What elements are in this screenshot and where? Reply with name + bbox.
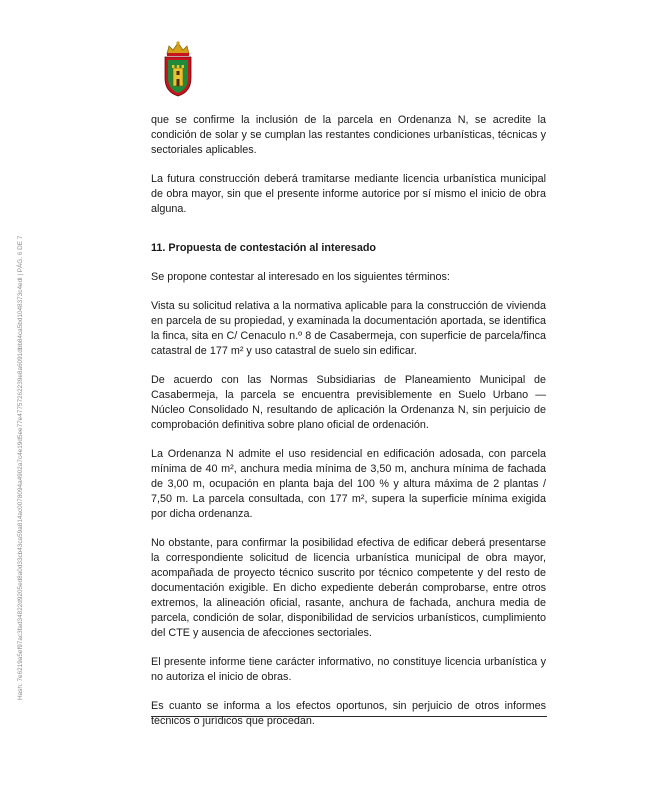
paragraph-informative-nature: El presente informe tiene carácter informativo, no constituye licencia urbanística y no autoriza el inicio de obras.	[151, 656, 546, 683]
paragraph-intro-response: Se propone contestar al interesado en los siguientes términos:	[151, 271, 450, 283]
paragraph-parcel-identification: Vista su solicitud relativa a la normativa aplicable para la construcción de vivienda en parcela de su propiedad, y examinada la documentación aportada, se identifica la finca, sita en C/ Cenaculo n.º 8 de Casabermeja, con superficie de parcela/finca catastral de 177 m² y uso catastral de suelo sin edificar.	[151, 300, 546, 357]
paragraph-license-procedure: No obstante, para confirmar la posibilidad efectiva de edificar deberá presentarse la correspondiente solicitud de licencia urbanística municipal de obra mayor, acompañada de proyecto técnico suscrito por técnico competente y del resto de documentación exigible. En dicho expediente deberán comprobarse, entre otros extremos, la alineación oficial, rasante, anchura de fachada, anchura media de parcela, condición de solar, disponibilidad de servicios urbanísticos, cumplimiento del CTE y ausencia de afecciones sectoriales.	[151, 537, 546, 639]
paragraph-inclusion-conditions: que se confirme la inclusión de la parcela en Ordenanza N, se acredite la condición de solar y se cumplan las restantes condiciones urbanísticas, técnicas y sectoriales aplicables.	[151, 114, 546, 156]
paragraph-closing: Es cuanto se informa a los efectos oportunos, sin perjuicio de otros informes técnicos o jurídicos que procedan.	[151, 700, 546, 727]
section-title: 11. Propuesta de contestación al interesado	[151, 242, 377, 254]
document-hash-text: Hash: 7e6219a5ef97ac3fad34822d9205ed8a0d33cb43ca59a814ac0078094a4902a7c4e19d5ee77e47757262239e8a6091dbb84ca5bd1048373c4edl | PÁG. 6 DE 7	[17, 235, 24, 700]
footer-divider	[151, 716, 547, 717]
document-hash-margin	[14, 140, 28, 700]
report-body	[151, 113, 546, 743]
paragraph-ordinance-parameters: La Ordenanza N admite el uso residencial en edificación adosada, con parcela mínima de 40 m², anchura media mínima de 3,50 m, anchura mínima de fachada de 3,00 m, ocupación en planta baja del 100 % y altura máxima de 2 plantas / 7,50 m. La parcela consultada, con 177 m², supera la superficie mínima exigida por dicha ordenanza.	[151, 448, 546, 520]
paragraph-license-requirement: La futura construcción deberá tramitarse mediante licencia urbanística municipal de obra mayor, sin que el presente informe autorice por sí mismo el inicio de obra alguna.	[151, 173, 546, 215]
municipal-coat-of-arms-icon	[161, 40, 195, 98]
paragraph-zoning-classification: De acuerdo con las Normas Subsidiarias de Planeamiento Municipal de Casabermeja, la parcela se encuentra previsiblemente en Suelo Urbano — Núcleo Consolidado N, resultando de aplicación la Ordenanza N, sin perjuicio de comprobación definitiva sobre plano oficial de ordenación.	[151, 374, 546, 431]
